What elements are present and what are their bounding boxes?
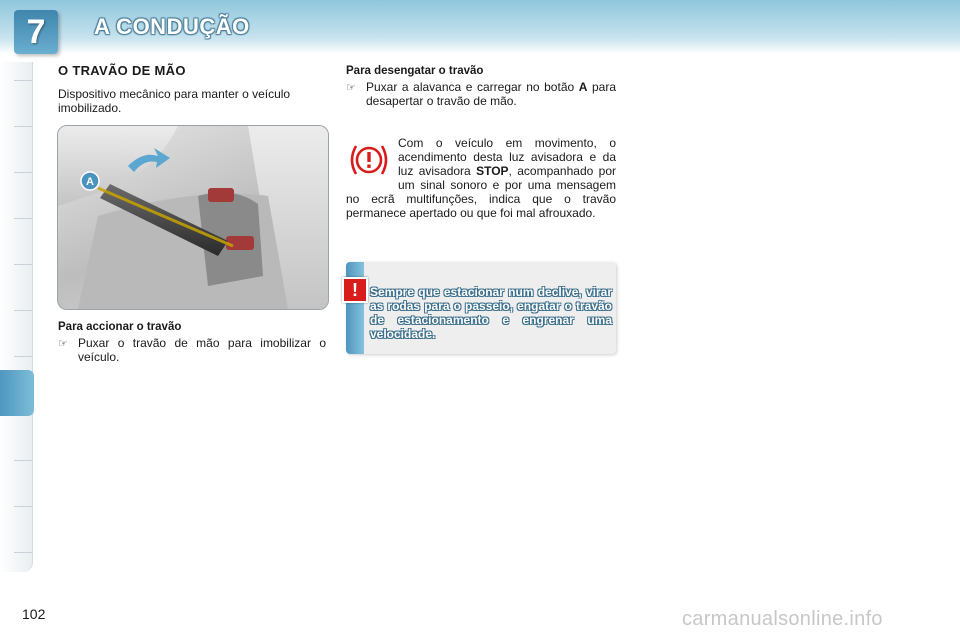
caution-icon: ! bbox=[342, 277, 368, 303]
rail-tick bbox=[14, 80, 32, 81]
watermark: carmanualsonline.info bbox=[682, 608, 883, 630]
chapter-header bbox=[0, 0, 960, 54]
rail-tick bbox=[14, 126, 32, 127]
page-number: 102 bbox=[22, 606, 46, 622]
callout-label-a: A bbox=[86, 176, 94, 188]
release-button-label: A bbox=[578, 80, 588, 94]
chapter-tab bbox=[14, 10, 58, 54]
rail-tick bbox=[14, 218, 32, 219]
handbrake-photo bbox=[57, 125, 329, 310]
section-title: O TRAVÃO DE MÃO bbox=[58, 63, 186, 78]
warning-text bbox=[346, 136, 616, 220]
pointing-hand-icon: ☞ bbox=[346, 82, 356, 94]
rail-tick bbox=[14, 356, 32, 357]
chapter-number: 7 bbox=[26, 13, 46, 51]
warning-text-after: , acompanhado por um sinal sonoro e por uma mensagem no ecrã multifunções, indica que o travão permanece apertado ou que foi mal afrouxado. bbox=[346, 164, 616, 220]
side-tab-rail bbox=[0, 62, 33, 572]
release-instruction bbox=[346, 80, 616, 108]
engage-instruction bbox=[58, 336, 326, 364]
rail-tick bbox=[14, 264, 32, 265]
rail-tick bbox=[14, 460, 32, 461]
release-heading: Para desengatar o travão bbox=[346, 65, 484, 77]
section-intro: Dispositivo mecânico para manter o veículo imobilizado. bbox=[58, 87, 291, 115]
rail-tick bbox=[14, 506, 32, 507]
release-text bbox=[366, 80, 616, 108]
release-text-after: para desapertar o travão de mão. bbox=[366, 80, 616, 108]
rail-tick bbox=[14, 172, 32, 173]
engage-text: Puxar o travão de mão para imobilizar o veículo. bbox=[78, 336, 326, 364]
chapter-title: A CONDUÇÃO bbox=[94, 14, 250, 39]
handbrake-illustration bbox=[58, 126, 328, 309]
caution-text: Sempre que estacionar num declive, virar as rodas para o passeio, engatar o travão de estacionamento e engrenar uma velocidade. bbox=[370, 285, 612, 341]
rail-tick bbox=[14, 310, 32, 311]
rail-tick bbox=[14, 552, 32, 553]
release-text-before: Puxar a alavanca e carregar no botão bbox=[366, 80, 579, 94]
active-chapter-tab[interactable] bbox=[0, 370, 34, 416]
warning-text-before: Com o veículo em movimento, o acendimento desta luz avisadora e da luz avisadora bbox=[398, 136, 616, 178]
stop-label: STOP bbox=[476, 164, 509, 178]
engage-heading: Para accionar o travão bbox=[58, 321, 182, 333]
pointing-hand-icon: ☞ bbox=[58, 338, 68, 350]
caution-bar bbox=[346, 262, 364, 354]
